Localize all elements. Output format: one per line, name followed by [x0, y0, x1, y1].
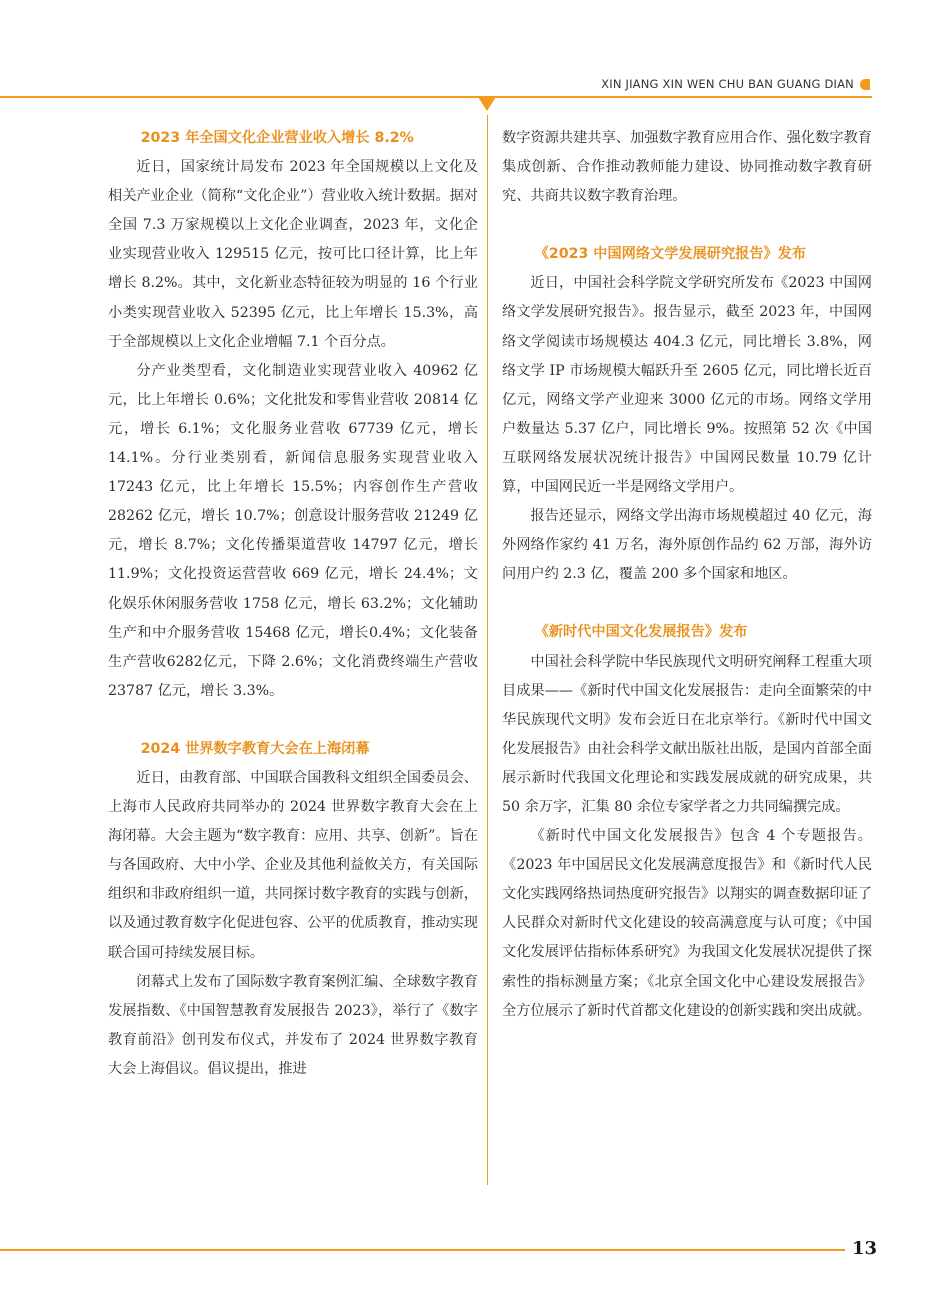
page-number: 13 — [852, 1238, 878, 1259]
paragraph: 近日，由教育部、中国联合国教科文组织全国委员会、上海市人民政府共同举办的 2024 世界数字教育大会在上海闭幕。大会主题为“数字教育：应用、共享、创新”。旨在与各国政府、大中小学、企业及其他利益攸关方，有关国际组织和非政府组织一道，共同探讨数字教育的实践与创新，以及通过教育数字化促进包容、公平的优质教育，推动实现联合国可持续发展目标。 — [108, 769, 478, 961]
paragraph: 分产业类型看，文化制造业实现营业收入 40962 亿元，比上年增长 0.6%；文化批发和零售业营收 20814 亿元，增长 6.1%；文化服务业营收 67739 亿元，增长 14.1%。分行业类别看，新闻信息服务实现营业收入 17243 亿元，比上年增长 15.5%；内容创作生产营收 28262 亿元，增长 10.7%；创意设计服务营收 21249 亿元，增长 8.7%；文化传播渠道营收 14797 亿元，增长 11.9%；文化投资运营营收 669 亿元，增长 24.4%；文化娱乐休闲服务营收 1758 亿元，增长 63.2%；文化辅助生产和中介服务营收 15468 亿元，增长0.4%；文化装备生产营收6282亿元，下降 2.6%；文化消费终端生产营收 23787 亿元，增长 3.3%。 — [108, 362, 478, 699]
paragraph: 中国社会科学院中华民族现代文明研究阐释工程重大项目成果——《新时代中国文化发展报告：走向全面繁荣的中华民族现代文明》发布会近日在北京举行。《新时代中国文化发展报告》由社会科学文献出版社出版，是国内首部全面展示新时代我国文化理论和实践发展成就的研究成果，共 50 余万字，汇集 80 余位专家学者之力共同编撰完成。 — [502, 653, 872, 815]
paragraph: 闭幕式上发布了国际数字教育案例汇编、全球数字教育发展指数、《中国智慧教育发展报告 2023》，举行了《数字教育前沿》创刊发布仪式，并发布了 2024 世界数字教育大会上海倡议。倡议提出，推进 — [108, 973, 478, 1077]
header-tab-marker — [860, 79, 870, 90]
section-title-culture-revenue: 2023 年全国文化企业营业收入增长 8.2% — [140, 130, 414, 146]
header-pointer-triangle — [478, 97, 496, 111]
section-title-web-literature: 《2023 中国网络文学发展研究报告》发布 — [534, 246, 807, 263]
footer-rule — [0, 1249, 845, 1251]
header-rule — [0, 96, 872, 98]
paragraph: 近日，国家统计局发布 2023 年全国规模以上文化及相关产业企业（简称“文化企业”）营业收入统计数据。据对全国 7.3 万家规模以上文化企业调查，2023 年，文化企业实现营业收入 129515 亿元，按可比口径计算，比上年增长 8.2%。其中，文化新业态特征较为明显的 16 个行业小类实现营业收入 52395 亿元，比上年增长 15.3%，高于全部规模以上文化企业增幅 7.1 个百分点。 — [108, 159, 478, 350]
right-column — [502, 124, 872, 1026]
section-title-digital-education: 2024 世界数字教育大会在上海闭幕 — [140, 740, 370, 757]
paragraph: 报告还显示，网络文学出海市场规模超过 40 亿元，海外网络作家约 41 万名，海外原创作品约 62 万部，海外访问用户约 2.3 亿，覆盖 200 多个国家和地区。 — [502, 508, 872, 583]
column-divider — [487, 115, 488, 1185]
paragraph-continuation: 数字资源共建共享、加强数字教育应用合作、强化数字教育集成创新、合作推动教师能力建设、协同推动数字教育研究、共商共议数字教育治理。 — [502, 130, 872, 205]
section-title-culture-report: 《新时代中国文化发展报告》发布 — [534, 624, 748, 641]
paragraph: 《新时代中国文化发展报告》包含 4 个专题报告。《2023 年中国居民文化发展满意度报告》和《新时代人民文化实践网络热词热度研究报告》以翔实的调查数据印证了人民群众对新时代文化建设的较高满意度与认可度；《中国文化发展评估指标体系研究》为我国文化发展状况提供了探索性的指标测量方案；《北京全国文化中心建设发展报告》全方位展示了新时代首都文化建设的创新实践和突出成就。 — [502, 828, 872, 1019]
left-column — [108, 124, 478, 1084]
running-header: XIN JIANG XIN WEN CHU BAN GUANG DIAN — [601, 77, 854, 91]
paragraph: 近日，中国社会科学院文学研究所发布《2023 中国网络文学发展研究报告》。报告显示，截至 2023 年，中国网络文学阅读市场规模达 404.3 亿元，同比增长 3.8%，网络文学 IP 市场规模大幅跃升至 2605 亿元，同比增长近百亿元，网络文学产业迎来 3000 亿元的市场。网络文学用户数量达 5.37 亿户，同比增长 9%。按照第 52 次《中国互联网络发展状况统计报告》中国网民数量 10.79 亿计算，中国网民近一半是网络文学用户。 — [502, 275, 872, 496]
